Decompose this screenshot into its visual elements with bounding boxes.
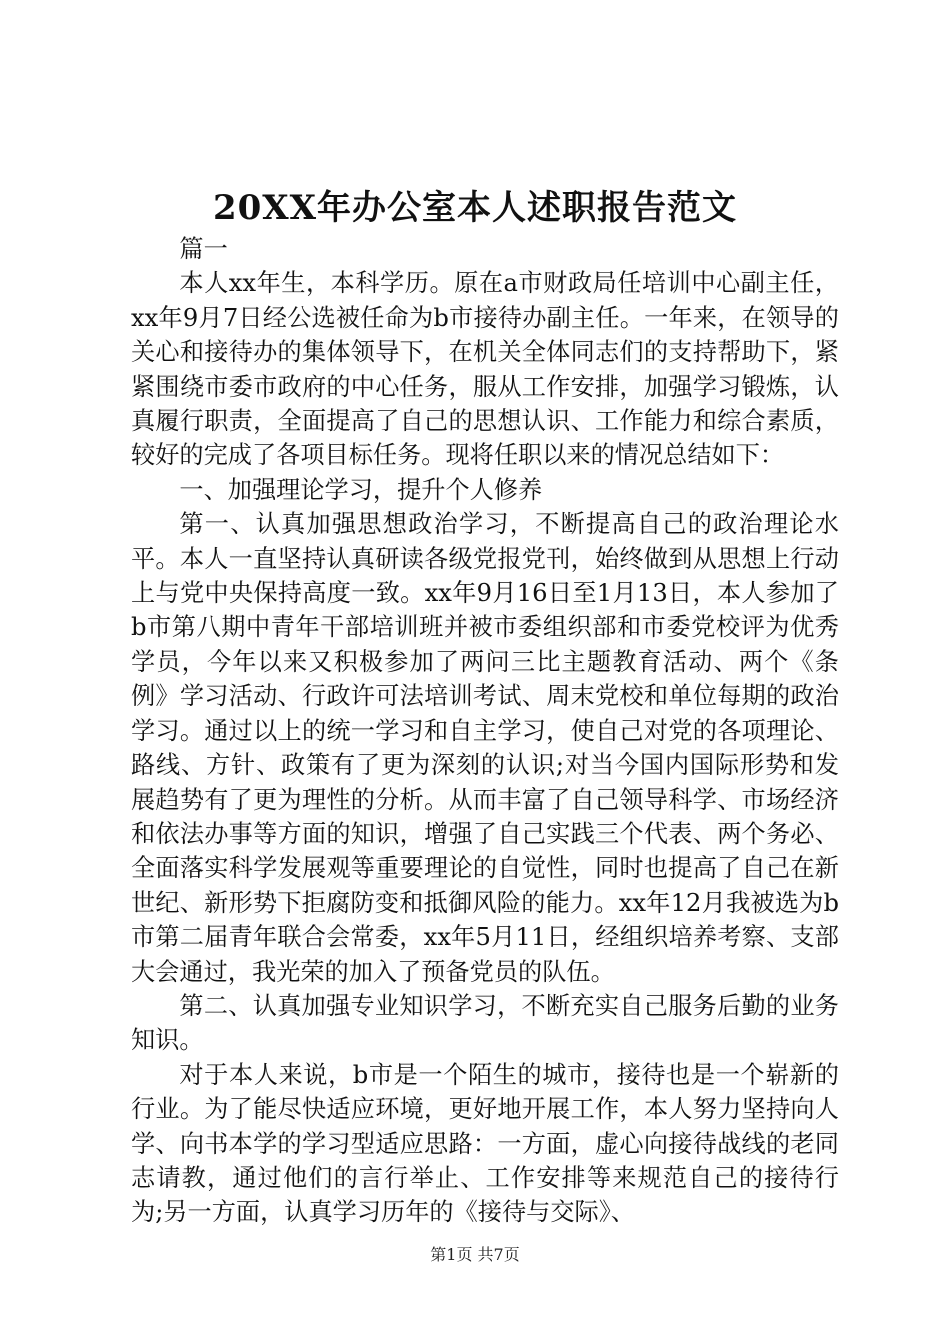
page-footer: 第1页 共7页 xyxy=(430,1245,520,1264)
document-body xyxy=(131,232,839,1230)
document-title: 20XX年办公室本人述职报告范文 xyxy=(212,188,738,228)
paragraph-intro: 本人xx年生，本科学历。原在a市财政局任培训中心副主任，xx年9月7日经公选被任命为b市接待办副主任。一年来，在领导的关心和接待办的集体领导下，在机关全体同志们的支持帮助下，紧紧围绕市委市政府的中心任务，服从工作安排，加强学习锻炼，认真履行职责，全面提高了自己的思想认识、工作能力和综合素质，较好的完成了各项目标任务。现将任职以来的情况总结如下： xyxy=(131,269,839,470)
section-label: 篇一 xyxy=(179,235,228,263)
paragraph-adaptation: 对于本人来说，b市是一个陌生的城市，接待也是一个崭新的行业。为了能尽快适应环境，更好地开展工作，本人努力坚持向人学、向书本学的学习型适应思路：一方面，虚心向接待战线的老同志请教，通过他们的言行举止、工作安排等来规范自己的接待行为;另一方面，认真学习历年的《接待与交际》、 xyxy=(131,1060,839,1227)
section-heading: 一、加强理论学习，提升个人修养 xyxy=(179,475,543,504)
paragraph-professional-study: 第二、认真加强专业知识学习，不断充实自己服务后勤的业务知识。 xyxy=(131,991,839,1055)
paragraph-political-study: 第一、认真加强思想政治学习，不断提高自己的政治理论水平。本人一直坚持认真研读各级党报党刊，始终做到从思想上行动上与党中央保持高度一致。xx年9月16日至1月13日，本人参加了b市第八期中青年干部培训班并被市委组织部和市委党校评为优秀学员，今年以来又积极参加了两问三比主题教育活动、两个《条例》学习活动、行政许可法培训考试、周末党校和单位每期的政治学习。通过以上的统一学习和自主学习，使自己对党的各项理论、路线、方针、政策有了更为深刻的认识;对当今国内国际形势和发展趋势有了更为理性的分析。从而丰富了自己领导科学、市场经济和依法办事等方面的知识，增强了自己实践三个代表、两个务必、全面落实科学发展观等重要理论的自觉性，同时也提高了自己在新世纪、新形势下拒腐防变和抵御风险的能力。xx年12月我被选为b市第二届青年联合会常委，xx年5月11日，经组织培养考察、支部大会通过，我光荣的加入了预备党员的队伍。 xyxy=(131,510,839,986)
